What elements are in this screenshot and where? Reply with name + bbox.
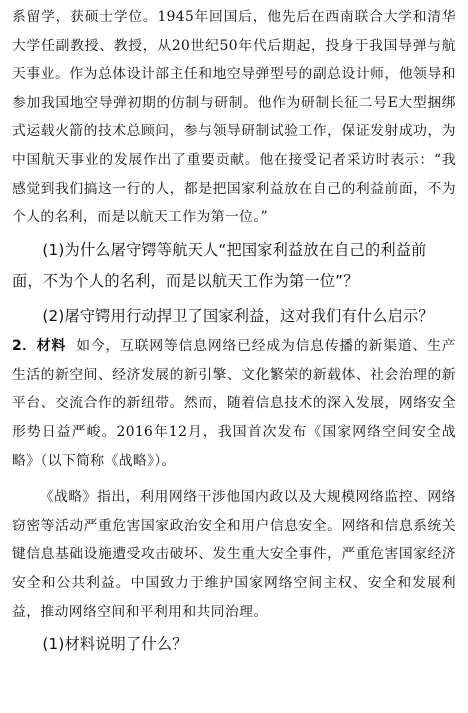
item-number: 2． bbox=[12, 338, 37, 355]
strategy-text: 《战略》指出，利用网络干涉他国内政以及大规模网络监控、网络窃密等活动严重危害国家政治安全和用户信息安全。网络和信息系统关键信息基础设施遭受攻击破坏、发生重大安全事件，严重危害国家经济安全和公共利益。中国致力于维护国家网络空间主权、安全和发展利益，推动网络空间和平利用和共同治理。 bbox=[12, 489, 456, 620]
question-1-number: (1) bbox=[42, 240, 65, 259]
question-3 bbox=[0, 629, 468, 661]
question-2-text: 屠守锷用行动捍卫了国家利益，这对我们有什么启示？ bbox=[64, 306, 434, 325]
question-1-text: 为什么屠守锷等航天人“把国家利益放在自己的利益前面，不为个人的名利，而是以航天工作为第一位”？ bbox=[12, 240, 427, 291]
question-3-text: 材料说明了什么？ bbox=[64, 635, 188, 654]
biography-paragraph bbox=[0, 0, 468, 232]
material-2-text: 如今，互联网等信息网络已经成为信息传播的新渠道、生产生活的新空间、经济发展的新引擎、文化繁荣的新载体、社会治理的新平台、交流合作的新纽带。然而，随着信息技术的深入发展，网络安全形势日益严峻。2016年12月，我国首次发布《国家网络空间安全战略》（以下简称《战略》）。 bbox=[12, 338, 456, 469]
material-2-paragraph bbox=[0, 332, 468, 475]
strategy-paragraph bbox=[0, 483, 468, 626]
question-2 bbox=[0, 301, 468, 333]
spacer bbox=[0, 475, 468, 483]
question-3-number: (1) bbox=[42, 635, 65, 654]
question-1 bbox=[0, 235, 468, 298]
material-title: 材料 bbox=[36, 338, 67, 355]
question-2-number: (2) bbox=[42, 306, 65, 325]
biography-text: 系留学，获硕士学位。1945年回国后，他先后在西南联合大学和清华大学任副教授、教授，从20世纪50年代后期起，投身于我国导弹与航天事业。作为总体设计部主任和地空导弹型号的副总设计师，他领导和参加我国地空导弹初期的仿制与研制。他作为研制长征二号E大型捆绑式运载火箭的技术总顾问，参与领导研制试验工作，保证发射成功，为中国航天事业的发展作出了重要贡献。他在接受记者采访时表示：“我感觉到我们搞这一行的人，都是把国家利益放在自己的利益前面，不为个人的名利，而是以航天工作为第一位。” bbox=[12, 9, 456, 226]
